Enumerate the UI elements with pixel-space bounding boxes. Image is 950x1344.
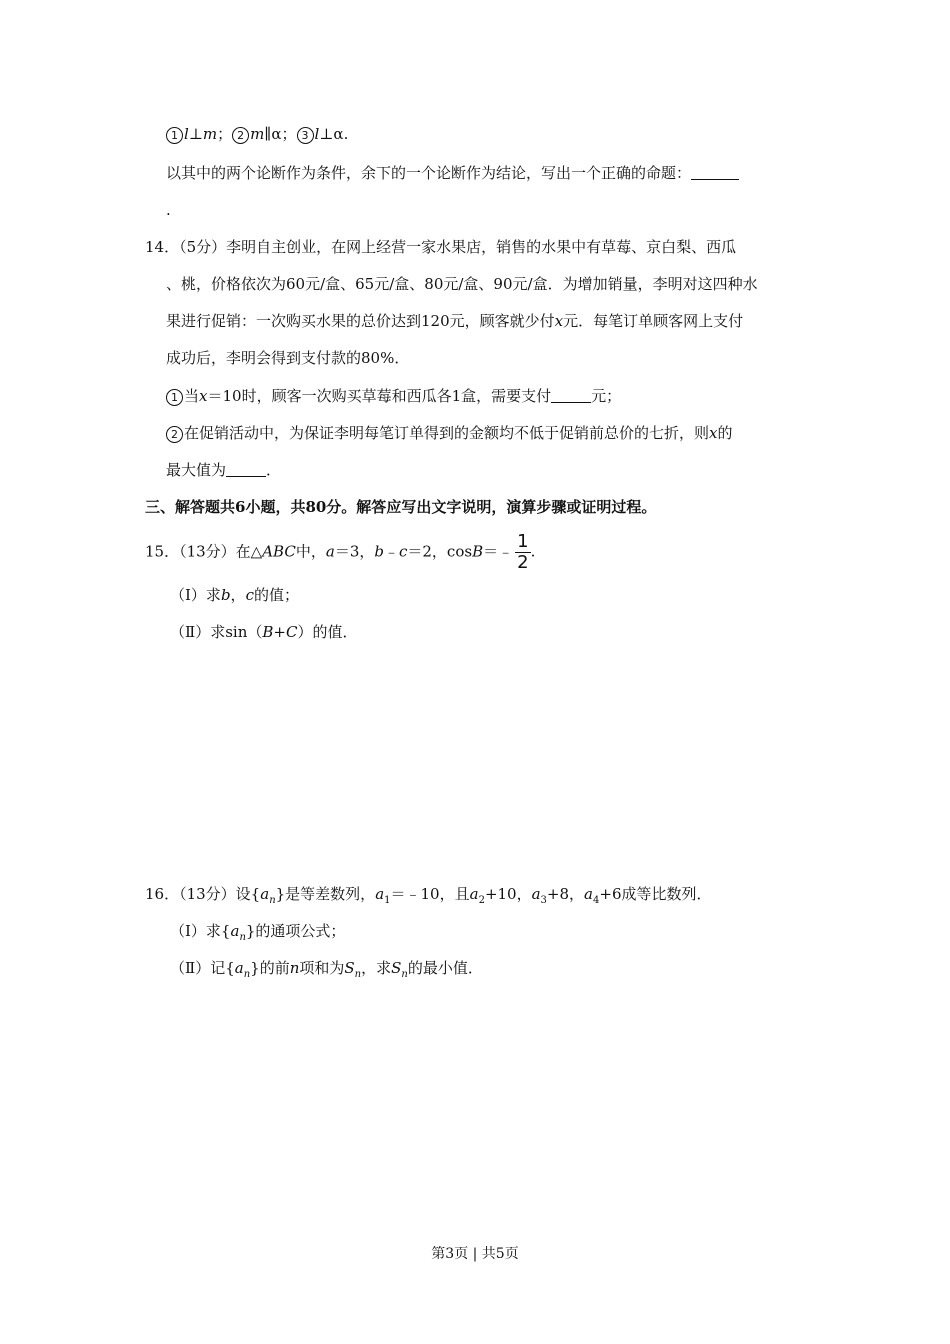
text: ； [281, 125, 297, 143]
subscript: 2 [478, 895, 485, 906]
page-footer: 第3页 | 共5页 [431, 1246, 519, 1262]
text: +6成等比数列． [599, 885, 712, 903]
text: 元； [591, 387, 622, 405]
q14-line2: 、桃，价格依次为60元/盒、65元/盒、80元/盒、90元/盒．为增加销量，李明对这四种水 [166, 275, 758, 293]
question-number: 14． [145, 238, 180, 256]
var: a [375, 885, 385, 903]
subscript: n [354, 969, 362, 980]
text: }的前 [250, 959, 290, 977]
var: a [531, 885, 541, 903]
text: ； [217, 125, 233, 143]
text: 的最小值． [407, 959, 483, 977]
q14-part1 [166, 386, 621, 406]
q13-prompt [166, 163, 739, 183]
text: ，求 [361, 959, 392, 977]
text: +8， [546, 885, 585, 903]
circled-number: 3 [297, 127, 314, 144]
text: ）的值． [297, 623, 358, 641]
q13-period: . [166, 201, 171, 219]
text: . [343, 125, 349, 143]
var: a [469, 885, 479, 903]
var: m [202, 125, 218, 143]
text: 最大值为 [166, 461, 227, 479]
var: ABC [262, 542, 296, 561]
q16-stem [145, 884, 712, 911]
text: }的通项公式； [245, 922, 346, 940]
text: （13分）在△ [179, 542, 263, 561]
circled-number: 2 [166, 426, 183, 443]
question-number: 16． [145, 885, 180, 903]
numerator: 1 [517, 531, 529, 552]
q13-conditions [166, 124, 348, 144]
var: C [285, 623, 298, 641]
var: S [391, 959, 402, 977]
var: a [260, 885, 270, 903]
text: 中， [295, 542, 326, 561]
text: （Ⅱ）求sin（ [170, 623, 263, 641]
var: a [230, 922, 240, 940]
fraction [515, 532, 530, 573]
answer-blank [551, 387, 591, 403]
var: c [245, 586, 254, 604]
q14-part2 [166, 423, 733, 443]
var: B [262, 623, 274, 641]
text: 果进行促销：一次购买水果的总价达到120元，顾客就少付 [166, 312, 555, 330]
text: + [273, 623, 286, 641]
subscript: 4 [593, 895, 600, 906]
circled-number: 1 [166, 389, 183, 406]
q14-line1 [145, 237, 736, 257]
text: （5分）李明自主创业，在网上经营一家水果店，销售的水果中有草莓、京白梨、西瓜 [179, 238, 737, 256]
var: x [199, 387, 208, 405]
text: （Ⅰ）求{ [170, 922, 231, 940]
text: 的 [717, 424, 733, 442]
text: 当 [184, 387, 200, 405]
q15-part1 [170, 585, 299, 605]
var: b [374, 542, 384, 561]
var: S [344, 959, 355, 977]
q15-stem [145, 532, 535, 573]
q15-part2 [170, 622, 357, 642]
text: . [530, 542, 536, 561]
var: a [234, 959, 244, 977]
text: 元．每笔订单顾客网上支付 [563, 312, 744, 330]
text: +10， [484, 885, 532, 903]
symbol: ⊥ [319, 125, 334, 143]
text: ＝﹣ [483, 542, 514, 561]
text: ， [230, 586, 246, 604]
var: l [184, 125, 189, 143]
subscript: n [269, 895, 276, 906]
subscript: n [243, 969, 251, 980]
var: l [314, 125, 320, 143]
answer-blank [226, 461, 266, 477]
text: ＝﹣10，且 [390, 885, 470, 903]
answer-blank [691, 164, 739, 180]
subscript: 3 [540, 895, 547, 906]
symbol: ∥ [264, 125, 272, 143]
text: （13分）设{ [179, 885, 261, 903]
var: a [584, 885, 593, 903]
symbol: α [333, 125, 344, 143]
q14-line3 [166, 311, 743, 331]
text: }是等差数列， [275, 885, 376, 903]
q16-part1 [170, 921, 345, 948]
q14-line4: 成功后，李明会得到支付款的80%． [166, 349, 410, 367]
text: ＝2，cos [407, 542, 473, 561]
text: 在促销活动中，为保证李明每笔订单得到的金额均不低于促销前总价的七折，则 [184, 424, 710, 442]
var: B [472, 542, 484, 561]
text: （Ⅱ）记{ [170, 959, 235, 977]
text: （Ⅰ）求 [170, 586, 221, 604]
symbol: ⊥ [188, 125, 203, 143]
text: 的值； [253, 586, 299, 604]
symbol: α [271, 125, 282, 143]
q16-part2 [170, 958, 483, 985]
var: x [709, 424, 718, 442]
circled-number: 1 [166, 127, 183, 144]
circled-number: 2 [232, 127, 249, 144]
subscript: 1 [384, 895, 391, 906]
var: b [220, 586, 231, 604]
text: 项和为 [299, 959, 345, 977]
section-heading: 三、解答题共6小题，共80分。解答应写出文字说明，演算步骤或证明过程。 [145, 498, 657, 516]
denominator: 2 [517, 552, 529, 573]
subscript: n [239, 932, 246, 943]
text: ﹣ [383, 542, 399, 561]
q14-part2b [166, 460, 281, 480]
text: ． [266, 461, 282, 479]
var: n [289, 959, 300, 977]
var: c [398, 542, 408, 561]
var: x [554, 312, 564, 330]
text: ＝3， [334, 542, 375, 561]
var: a [325, 542, 335, 561]
question-number: 15． [145, 542, 180, 561]
text: 以其中的两个论断作为条件，余下的一个论断作为结论，写出一个正确的命题： [166, 164, 692, 182]
var: m [250, 125, 265, 143]
subscript: n [401, 969, 408, 980]
text: ＝10时，顾客一次购买草莓和西瓜各1盒，需要支付 [207, 387, 552, 405]
